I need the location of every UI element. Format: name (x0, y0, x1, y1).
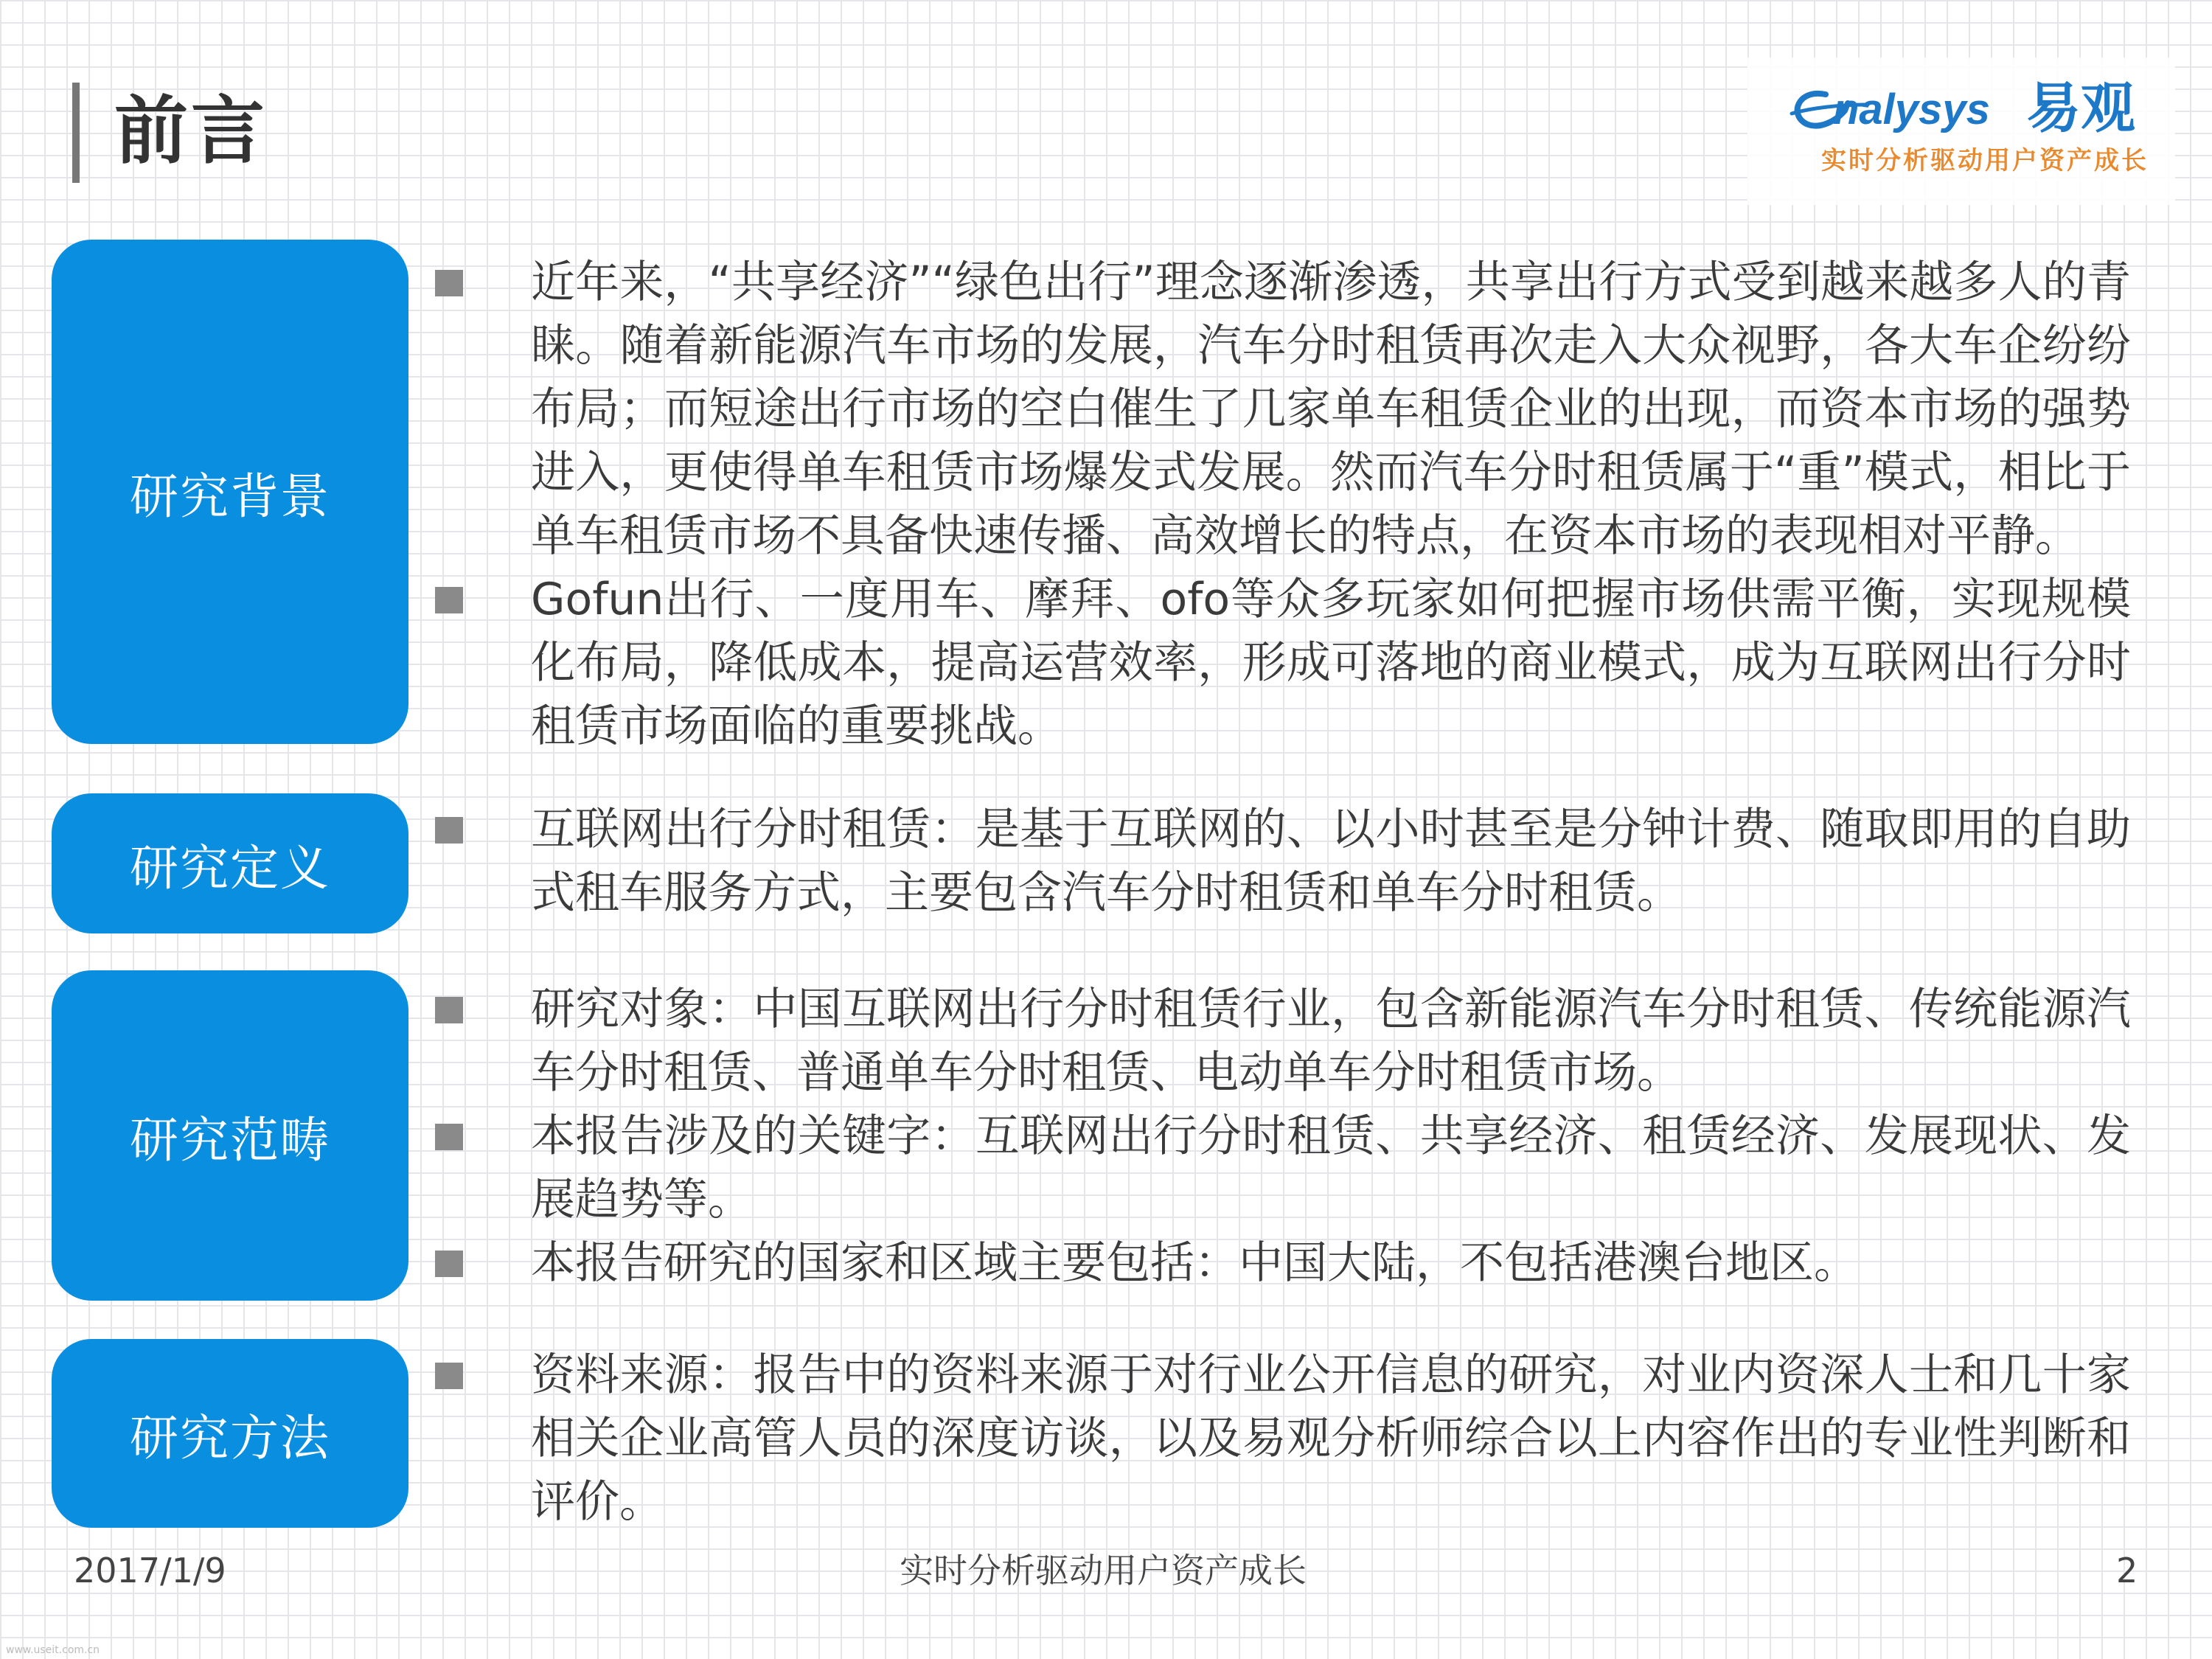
bullet-item (435, 1343, 2131, 1534)
bullet-text: 资料来源：报告中的资料来源于对行业公开信息的研究，对业内资深人士和几十家相关企业高管人员的深度访谈，以及易观分析师综合以上内容作出的专业性判断和评价。 (531, 1349, 2131, 1528)
bullet-item (435, 798, 2131, 925)
square-bullet-icon (435, 997, 463, 1023)
square-bullet-icon (435, 270, 463, 296)
bullet-item (435, 568, 2131, 758)
bullet-item (435, 1231, 2131, 1295)
square-bullet-icon (435, 1124, 463, 1150)
section-label-definition: 研究定义 (52, 793, 408, 933)
section-body-method (435, 1343, 2131, 1534)
bullet-text: 本报告涉及的关键字：互联网出行分时租赁、共享经济、租赁经济、发展现状、发展趋势等。 (531, 1110, 2131, 1225)
bullet-text: 近年来，“共享经济”“绿色出行”理念逐渐渗透，共享出行方式受到越来越多人的青睐。随着新能源汽车市场的发展，汽车分时租赁再次走入大众视野，各大车企纷纷布局；而短途出行市场的空白催生了几家单车租赁企业的出现，而资本市场的强势进入，更使得单车租赁市场爆发式发展。然而汽车分时租赁属于“重”模式，相比于单车租赁市场不具备快速传播、高效增长的特点，在资本市场的表现相对平静。 (531, 257, 2131, 562)
bullet-item (435, 978, 2131, 1105)
bullet-item (435, 1105, 2131, 1231)
square-bullet-icon (435, 1363, 463, 1389)
logo-tagline: 实时分析驱动用户资产成长 (1821, 146, 2149, 175)
bullet-text: 研究对象：中国互联网出行分时租赁行业，包含新能源汽车分时租赁、传统能源汽车分时租赁、普通单车分时租赁、电动单车分时租赁市场。 (531, 984, 2131, 1099)
section-body-background (435, 251, 2131, 758)
watermark-url: www.useit.com.cn (6, 1644, 100, 1656)
logo-name-cn: 易观 (2026, 77, 2135, 140)
analysys-logo (1747, 58, 2175, 205)
square-bullet-icon (435, 587, 463, 613)
square-bullet-icon (435, 1251, 463, 1277)
title-accent-bar (72, 83, 80, 183)
bullet-text: 本报告研究的国家和区域主要包括：中国大陆，不包括港澳台地区。 (531, 1237, 1858, 1289)
square-bullet-icon (435, 817, 463, 844)
section-body-scope (435, 978, 2131, 1295)
analysys-logo-mark (1783, 72, 2137, 146)
footer-slogan: 实时分析驱动用户资产成长 (900, 1551, 1307, 1590)
logo-brand-text: nalysys (1833, 86, 1990, 133)
bullet-text: Gofun出行、一度用车、摩拜、ofo等众多玩家如何把握市场供需平衡，实现规模化布局，降低成本，提高运营效率，形成可落地的商业模式，成为互联网出行分时租赁市场面临的重要挑战。 (531, 574, 2131, 752)
section-body-definition (435, 798, 2131, 925)
bullet-text: 互联网出行分时租赁：是基于互联网的、以小时甚至是分钟计费、随取即用的自助式租车服务方式，主要包含汽车分时租赁和单车分时租赁。 (531, 804, 2131, 919)
section-label-method: 研究方法 (52, 1339, 408, 1528)
section-label-background: 研究背景 (52, 240, 408, 744)
footer-page-number: 2 (2116, 1551, 2138, 1590)
section-label-scope: 研究范畴 (52, 970, 408, 1301)
bullet-item (435, 251, 2131, 568)
page-title: 前言 (114, 88, 268, 174)
footer-date: 2017/1/9 (74, 1551, 226, 1590)
